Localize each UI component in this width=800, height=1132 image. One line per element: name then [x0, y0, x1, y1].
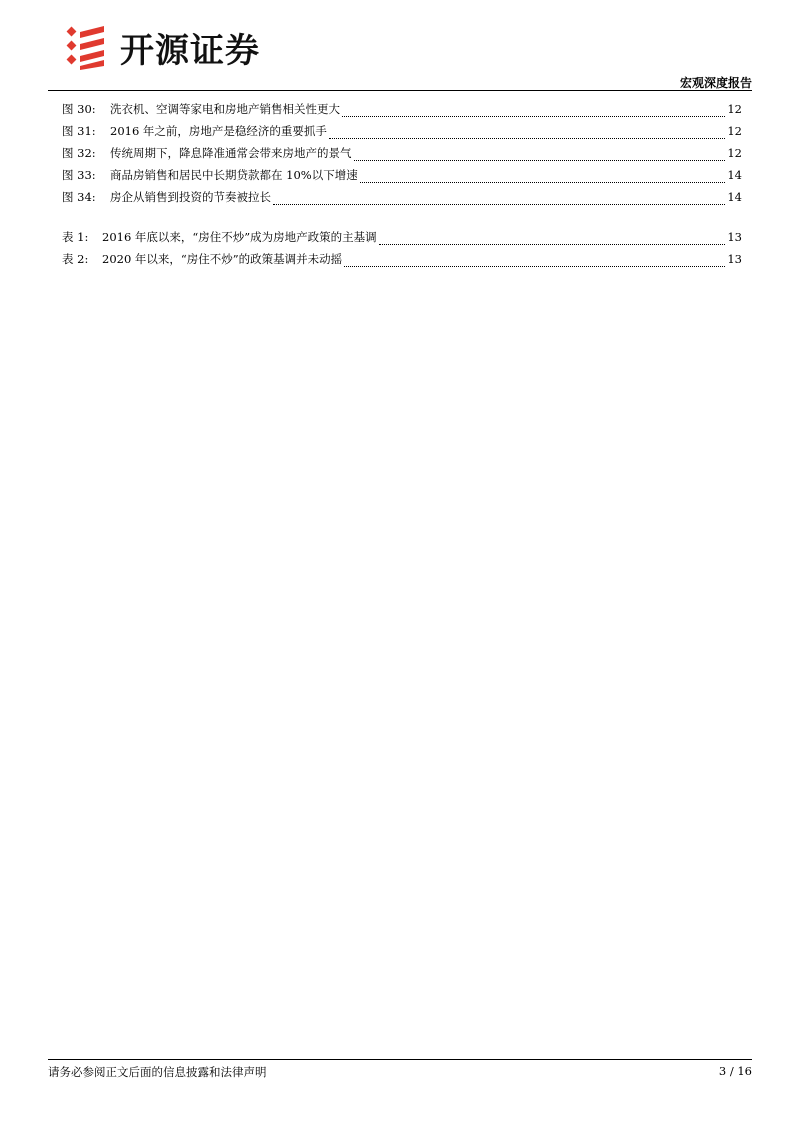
- table-page: 13: [727, 252, 742, 266]
- figure-title: 2016 年之前，房地产是稳经济的重要抓手: [110, 124, 327, 138]
- dot-leader: [273, 203, 725, 205]
- figure-title: 房企从销售到投资的节奏被拉长: [110, 190, 271, 204]
- brand-logo: [64, 22, 260, 72]
- table-entry[interactable]: [62, 251, 742, 273]
- figure-entry[interactable]: [62, 145, 742, 167]
- figure-entry[interactable]: [62, 167, 742, 189]
- figure-number: 图 34:: [62, 190, 96, 204]
- dot-leader: [344, 265, 725, 267]
- figure-page: 12: [727, 146, 742, 160]
- report-type: 宏观深度报告: [679, 76, 752, 90]
- table-entry[interactable]: [62, 229, 742, 251]
- logo-text: 开源证券: [120, 30, 260, 71]
- header-divider: [48, 90, 752, 91]
- figure-number: 图 32:: [62, 146, 96, 160]
- dot-leader: [360, 181, 726, 183]
- table-number: 表 2:: [62, 252, 89, 266]
- table-title: 2020 年以来，“房住不炒”的政策基调并未动摇: [102, 252, 343, 266]
- figure-page: 12: [727, 124, 742, 138]
- dot-leader: [354, 159, 726, 161]
- dot-leader: [342, 115, 725, 117]
- figure-title: 传统周期下，降息降准通常会带来房地产的景气: [110, 146, 352, 160]
- figure-list: [62, 101, 742, 211]
- table-list: [62, 229, 742, 273]
- figure-entry[interactable]: [62, 189, 742, 211]
- page-indicator: 3 / 16: [718, 1064, 752, 1078]
- figure-entry[interactable]: [62, 101, 742, 123]
- footer-disclaimer: 请务必参阅正文后面的信息披露和法律声明: [48, 1065, 267, 1079]
- dot-leader: [329, 137, 725, 139]
- figure-title: 洗衣机、空调等家电和房地产销售相关性更大: [110, 102, 340, 116]
- footer-divider: [48, 1059, 752, 1060]
- table-number: 表 1:: [62, 230, 89, 244]
- kaiyuan-logo-icon: [64, 22, 114, 72]
- figure-number: 图 30:: [62, 102, 96, 116]
- figure-number: 图 33:: [62, 168, 96, 182]
- figure-page: 12: [727, 102, 742, 116]
- figure-entry[interactable]: [62, 123, 742, 145]
- table-page: 13: [727, 230, 742, 244]
- dot-leader: [379, 243, 726, 245]
- figure-page: 14: [727, 168, 742, 182]
- figure-number: 图 31:: [62, 124, 96, 138]
- table-title: 2016 年底以来，“房住不炒”成为房地产政策的主基调: [102, 230, 377, 244]
- figure-page: 14: [727, 190, 742, 204]
- figure-title: 商品房销售和居民中长期贷款都在 10%以下增速: [110, 168, 358, 182]
